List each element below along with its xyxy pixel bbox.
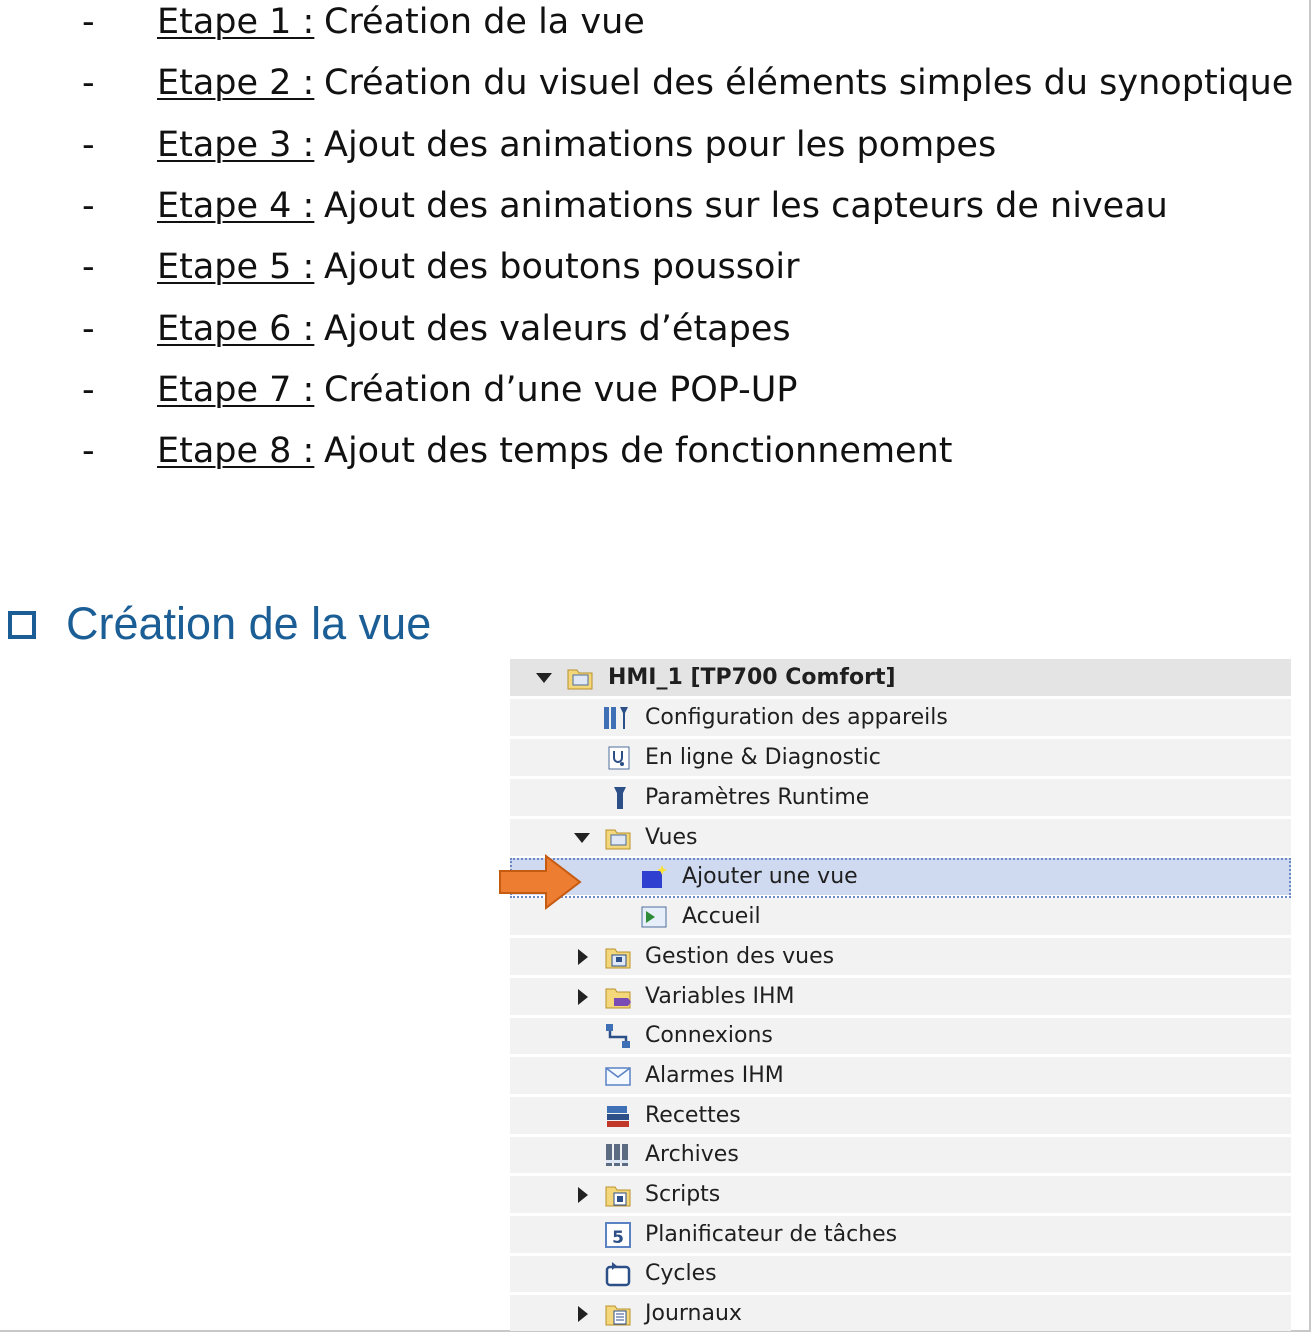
tree-item-add-screen[interactable]	[510, 858, 1291, 898]
hmi-tags-folder-icon	[604, 983, 632, 1011]
tree-item-connections[interactable]	[510, 1017, 1291, 1057]
step-item	[0, 61, 1311, 122]
list-dash: -	[82, 309, 95, 349]
list-dash: -	[82, 125, 95, 165]
tree-item-label: Ajouter une vue	[682, 864, 858, 889]
step-label: Etape 3 :	[157, 125, 315, 165]
tree-item-cycles[interactable]	[510, 1255, 1291, 1295]
step-label: Etape 4 :	[157, 186, 315, 226]
section-heading	[8, 594, 431, 654]
step-item	[0, 123, 1311, 184]
list-dash: -	[82, 2, 95, 42]
step-item	[0, 368, 1311, 429]
tree-item-alarms[interactable]	[510, 1057, 1291, 1097]
orange-arrow-icon	[498, 853, 584, 911]
step-label: Etape 6 :	[157, 309, 315, 349]
screen-icon	[640, 903, 668, 931]
tree-item-runtime-settings[interactable]	[510, 779, 1291, 819]
tree-item-label: Gestion des vues	[645, 944, 835, 969]
folder-icon	[604, 824, 632, 852]
tree-item-label: Journaux	[645, 1301, 742, 1326]
tree-item-screen-management[interactable]	[510, 938, 1291, 978]
tree-item-hmi-tags[interactable]	[510, 978, 1291, 1018]
step-label: Etape 8 :	[157, 431, 315, 471]
expand-arrow-right-icon[interactable]	[578, 1306, 588, 1322]
step-label: Etape 5 :	[157, 247, 315, 287]
step-label: Etape 7 :	[157, 370, 315, 410]
logs-folder-icon	[604, 1300, 632, 1328]
task-scheduler-icon	[604, 1221, 632, 1249]
step-description: Ajout des boutons poussoir	[324, 247, 800, 287]
expand-arrow-right-icon[interactable]	[578, 1187, 588, 1203]
expand-arrow-right-icon[interactable]	[578, 949, 588, 965]
recipes-icon	[604, 1102, 632, 1130]
expand-arrow-down-icon[interactable]	[536, 673, 552, 683]
tree-item-label: Connexions	[645, 1023, 773, 1048]
screen-management-folder-icon	[604, 943, 632, 971]
step-item	[0, 429, 1311, 490]
step-description: Ajout des animations pour les pompes	[324, 125, 997, 165]
section-heading-text: Création de la vue	[66, 598, 432, 649]
step-label: Etape 1 :	[157, 2, 315, 42]
tree-item-diagnostic[interactable]	[510, 739, 1291, 779]
tree-item-label: Planificateur de tâches	[645, 1222, 898, 1247]
expand-arrow-down-icon[interactable]	[574, 833, 590, 843]
archives-icon	[604, 1141, 632, 1169]
list-dash: -	[82, 431, 95, 471]
step-description: Ajout des animations sur les capteurs de niveau	[324, 186, 1168, 226]
tree-item-label: Accueil	[682, 904, 761, 929]
step-description: Ajout des valeurs d’étapes	[324, 309, 791, 349]
runtime-settings-icon	[606, 784, 634, 812]
step-item	[0, 184, 1311, 245]
step-item	[0, 245, 1311, 306]
tree-item-label: Cycles	[645, 1261, 717, 1286]
tree-item-label: Configuration des appareils	[645, 705, 948, 730]
step-description: Création du visuel des éléments simples du synoptique	[324, 63, 1294, 103]
tree-item-task-scheduler[interactable]	[510, 1216, 1291, 1256]
tree-item-label: Alarmes IHM	[645, 1063, 784, 1088]
tree-item-label: Archives	[645, 1142, 739, 1167]
step-description: Ajout des temps de fonctionnement	[324, 431, 953, 471]
project-tree	[510, 659, 1291, 1331]
list-dash: -	[82, 370, 95, 410]
list-dash: -	[82, 186, 95, 226]
expand-arrow-right-icon[interactable]	[578, 989, 588, 1005]
device-folder-icon	[566, 664, 594, 692]
tree-item-label: Variables IHM	[645, 984, 795, 1009]
list-dash: -	[82, 63, 95, 103]
tree-item-label: Scripts	[645, 1182, 721, 1207]
tree-item-vues[interactable]	[510, 819, 1291, 859]
tree-item-label: Paramètres Runtime	[645, 785, 870, 810]
tree-item-archives[interactable]	[510, 1136, 1291, 1176]
step-label: Etape 2 :	[157, 63, 315, 103]
diagnostic-icon	[606, 744, 634, 772]
step-description: Création de la vue	[324, 2, 645, 42]
connections-icon	[604, 1022, 632, 1050]
checkbox-bullet-icon	[8, 611, 36, 639]
step-item	[0, 307, 1311, 368]
tree-item-configuration[interactable]	[510, 699, 1291, 739]
list-dash: -	[82, 247, 95, 287]
tree-item-hmi-1[interactable]	[510, 659, 1291, 699]
step-item	[0, 0, 1311, 61]
tree-item-label: En ligne & Diagnostic	[645, 745, 881, 770]
tree-item-accueil[interactable]	[510, 898, 1291, 938]
tree-item-label: HMI_1 [TP700 Comfort]	[608, 665, 896, 690]
device-config-icon	[602, 704, 630, 732]
tree-item-label: Vues	[645, 825, 698, 850]
svg-text:5: 5	[612, 1228, 624, 1248]
scripts-folder-icon	[604, 1181, 632, 1209]
alarms-icon	[604, 1062, 632, 1090]
tree-item-logs[interactable]	[510, 1295, 1291, 1335]
tree-item-recipes[interactable]	[510, 1097, 1291, 1137]
cycles-icon	[604, 1260, 632, 1288]
add-screen-icon	[640, 863, 668, 891]
step-description: Création d’une vue POP-UP	[324, 370, 798, 410]
tree-item-label: Recettes	[645, 1103, 741, 1128]
tree-item-scripts[interactable]	[510, 1176, 1291, 1216]
